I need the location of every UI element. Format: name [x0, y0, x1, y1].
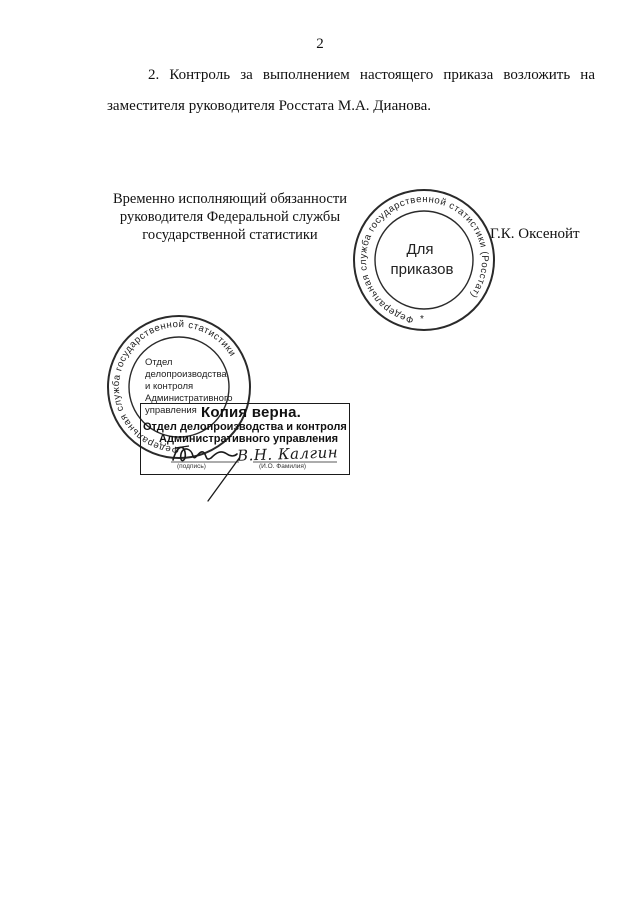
signature-caption: (подпись) — [177, 463, 206, 470]
clause-2-line-2: заместителя руководителя Росстата М.А. Дианова. — [107, 98, 432, 114]
signatory-position — [96, 190, 364, 244]
signatory-position-line: государственной статистики — [142, 227, 318, 243]
clause-2-line-1: 2. Контроль за выполнением настоящего приказа возложить на — [148, 67, 595, 83]
orders-seal-stamp — [350, 186, 498, 334]
department-seal-center-line: управления — [145, 405, 197, 416]
department-seal-center-line: Отдел — [145, 357, 173, 368]
signatory-name: Г.К. Оксенойт — [490, 226, 580, 242]
orders-seal-ring-text: Федеральная служба государственной статистики (Росстат) — [357, 193, 491, 326]
star-icon: * — [420, 314, 424, 325]
department-seal-center-line: делопроизводства — [145, 369, 227, 380]
handwritten-name: В.Н. Калгин — [236, 443, 339, 465]
orders-seal-center-line-2: приказов — [390, 261, 454, 278]
name-caption: (И.О. Фамилия) — [259, 463, 307, 470]
signatory-position-line: Временно исполняющий обязанности — [113, 191, 347, 207]
department-seal-ring-text: Федеральная служба государственной статистики — [110, 318, 238, 456]
department-seal-center-line: Административного — [145, 393, 233, 404]
page-number: 2 — [316, 36, 324, 52]
orders-seal-center-line-1: Для — [406, 241, 434, 258]
copy-stamp-department-line-2: Административного управления — [159, 433, 339, 445]
pen-stroke — [200, 455, 250, 505]
copy-stamp-title: Копия верна. — [201, 404, 302, 421]
signatory-position-line: руководителя Федеральной службы — [119, 209, 341, 225]
department-seal-center-line: и контроля — [145, 381, 194, 392]
copy-stamp-department-line-1: Отдел делопроизводства и контроля — [143, 421, 347, 433]
